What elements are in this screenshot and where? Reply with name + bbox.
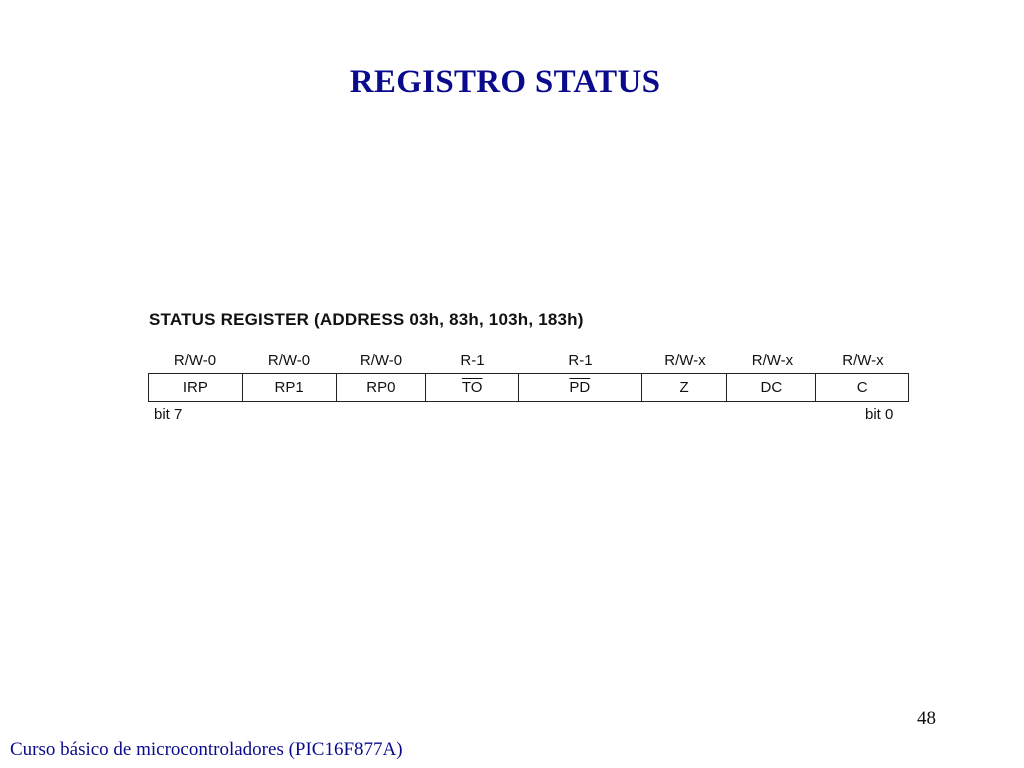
access-bit-0: R/W-x <box>842 351 884 369</box>
bit-label-to: $\overline{TO}$ <box>461 379 483 396</box>
page-number: 48 <box>917 708 936 729</box>
bit-cell-pd <box>519 374 642 401</box>
footer-text: Curso básico de microcontroladores (PIC16F877A) <box>10 739 403 760</box>
access-bit-7: R/W-0 <box>173 351 217 369</box>
access-row <box>148 349 909 371</box>
access-bit-1: R/W-x <box>751 351 794 369</box>
bit-0-label: bit 0 <box>865 406 894 423</box>
register-bit-table <box>148 373 909 402</box>
access-bit-6: R/W-0 <box>267 351 311 369</box>
register-heading: STATUS REGISTER (ADDRESS 03h, 83h, 103h, 183h) <box>149 310 584 329</box>
bit-7-label: bit 7 <box>154 406 183 423</box>
access-bit-3: R-1 <box>568 351 593 369</box>
bit-cell-to <box>426 374 519 401</box>
bit-cell-z: Z <box>642 374 728 401</box>
slide-title: REGISTRO STATUS <box>349 64 661 100</box>
bit-label-pd: $\overline{PD}$ <box>569 379 591 396</box>
bit-cell-c: C <box>856 379 868 396</box>
access-bit-4: R-1 <box>460 351 485 369</box>
access-bit-2: R/W-x <box>664 351 706 369</box>
bit-cell-rp0: RP0 <box>337 374 427 401</box>
bit-cell-dc: DC <box>727 374 816 401</box>
bit-cell-rp1: RP1 <box>243 374 337 401</box>
bit-cell-irp: IRP <box>149 374 243 401</box>
access-bit-5: R/W-0 <box>359 351 403 369</box>
